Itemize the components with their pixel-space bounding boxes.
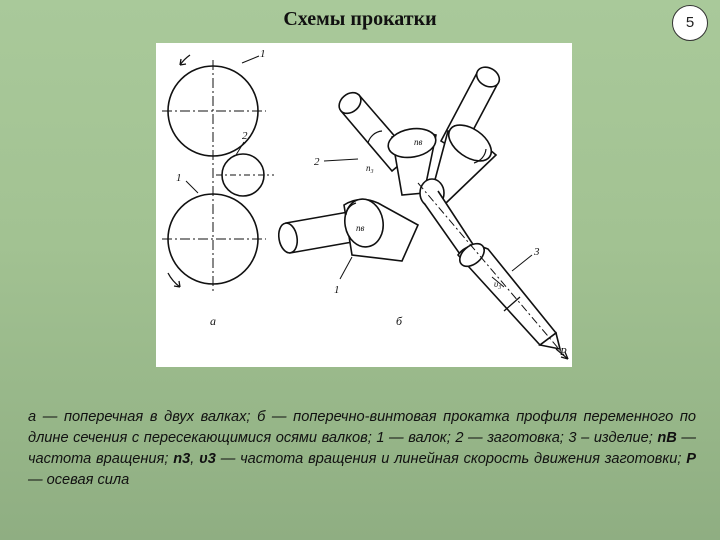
label-roll-top: 1: [260, 48, 266, 60]
label-blank-speed: n₃: [366, 163, 374, 173]
caption-text-2: — частота вращения;: [28, 430, 696, 467]
roll-upper-right: [432, 63, 503, 203]
rolling-schemes-drawing: [156, 43, 572, 367]
label-linear-speed: υ₃: [494, 279, 502, 289]
roll-upper-left: [335, 88, 438, 195]
label-product: 3: [534, 246, 540, 258]
label-force: P: [560, 346, 567, 358]
label-a: а: [210, 314, 216, 328]
roll-lower-left: [277, 196, 418, 261]
caption-symbol-p: P: [686, 451, 696, 467]
caption-text-1: а — поперечная в двух валках; б — поперечно-винтовая прокатка профиля переменного по длине сечения с пересекающимися осями валков; 1 — валок; 2 — заготовка; 3 – изделие;: [28, 409, 696, 446]
label-blank-b: 2: [314, 156, 320, 168]
caption-text-3: ,: [190, 451, 200, 467]
caption-symbol-v3: υ3: [199, 451, 216, 467]
slide-title: Схемы прокатки: [283, 8, 437, 30]
label-roll-speed-upper: nв: [414, 137, 423, 147]
blank-circle: [222, 154, 264, 196]
blank-workpiece: [418, 179, 568, 359]
page-number-badge: 5: [672, 5, 708, 41]
label-roll-b: 1: [334, 284, 340, 296]
figure-caption: [28, 407, 696, 491]
label-blank-a: 2: [242, 130, 248, 142]
label-roll-speed-lower: nв: [356, 223, 365, 233]
caption-symbol-n3: n3: [173, 451, 191, 467]
label-b: б: [396, 314, 403, 328]
label-roll-bottom: 1: [176, 172, 182, 184]
caption-symbol-nv: nВ: [657, 430, 677, 446]
caption-text-5: — осевая сила: [28, 472, 130, 488]
caption-text-4: — частота вращения и линейная скорость движения заготовки;: [215, 451, 687, 467]
scheme-b: [277, 63, 568, 359]
rolling-schemes-figure: [156, 43, 572, 367]
